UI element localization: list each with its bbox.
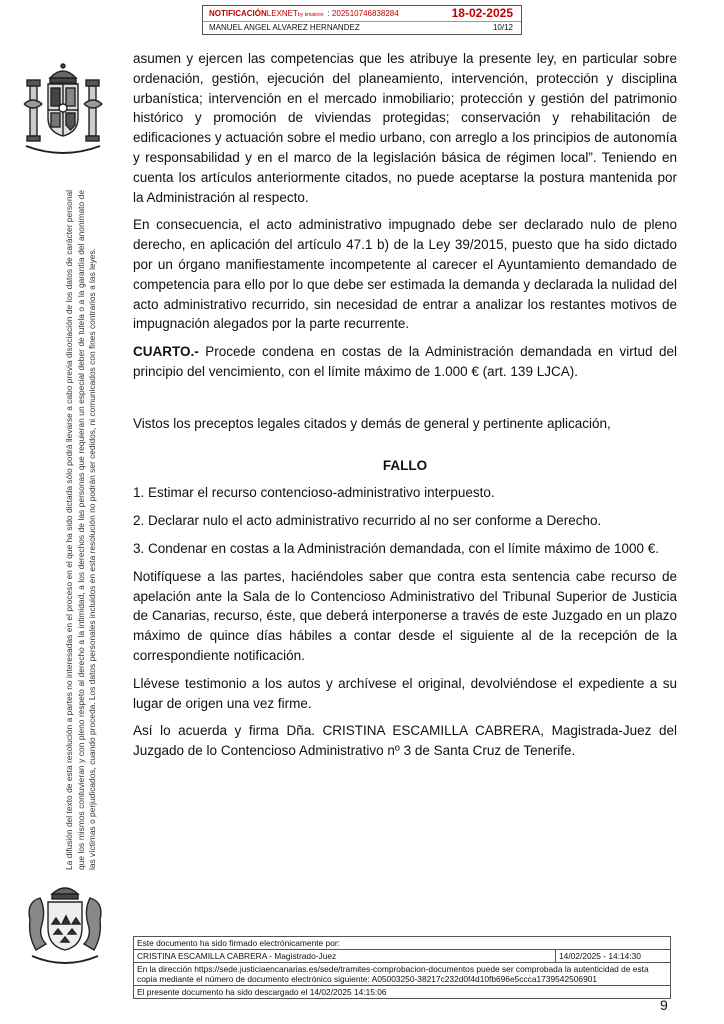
notification-date: 18-02-2025 bbox=[451, 6, 513, 20]
page-count: 10/12 bbox=[492, 23, 513, 32]
notification-header bbox=[202, 5, 522, 35]
paragraph-consecuencia: En consecuencia, el acto administrativo impugnado debe ser declarado nulo de pleno derecho, en aplicación del artículo 47.1 b) de la Ley 39/2015, puesto que ha sido dictado por un órgano manifiestamente incompetente al carecer el Ayuntamiento demandado de competencia para ello por lo que debe ser estimada la demanda y declarada la nulidad del acto administrativo recurrido, sin necesidad de entrar a analizar los restantes motivos de impugnación alegados por la parte recurrente. bbox=[133, 217, 677, 332]
fallo-item-2: 2. Declarar nulo el acto administrativo recurrido al no ser conforme a Derecho. bbox=[133, 513, 602, 529]
paragraph-vistos: Vistos los preceptos legales citados y demás de general y pertinente aplicación, bbox=[133, 415, 611, 431]
document-body bbox=[133, 49, 677, 769]
cuarto-label: CUARTO.- bbox=[133, 344, 199, 360]
signed-label: Este documento ha sido firmado electrónicamente por: bbox=[134, 937, 670, 950]
fallo-heading: FALLO bbox=[382, 457, 428, 473]
lexnet-label: LEXNETby kmaleon bbox=[266, 9, 324, 18]
notification-line bbox=[209, 9, 399, 18]
paragraph-notifiquese: Notifíquese a las partes, haciéndoles saber que contra esta sentencia cabe recurso de apelación ante la Sala de lo Contencioso Administrativo del Tribunal Superior de Justicia de Canarias, recurso, éste, que deberá interponerse a través de este Juzgado en un plazo máximo de quince días hábiles a contar desde el siguiente al de la recepción de la correspondiente notificación. bbox=[133, 568, 677, 663]
notification-ref: : 202510746838284 bbox=[327, 9, 399, 18]
verification-text: En la dirección https://sede.justiciaencanarias.es/sede/tramites-comprobacion-documentos puede ser comprobada la autenticidad de esta copia mediante el número de documento electrónico siguiente: A05003250-38217c232d0f4d10fb696e5ccca1739542506901 bbox=[134, 963, 670, 986]
signature-date: 14/02/2025 - 14:14:30 bbox=[559, 951, 641, 961]
fallo-item-3: 3. Condenar en costas a la Administración demandada, con el límite máximo de 1000 €. bbox=[133, 540, 660, 556]
spain-coat-of-arms-icon bbox=[20, 60, 106, 160]
signer-name: CRISTINA ESCAMILLA CABRERA - Magistrado-Juez bbox=[134, 950, 556, 962]
recipient-name: MANUEL ANGEL ALVAREZ HERNANDEZ bbox=[209, 23, 360, 32]
paragraph-cuarto bbox=[133, 342, 677, 382]
header-divider bbox=[203, 21, 521, 22]
paragraph-asi: Así lo acuerda y firma Dña. CRISTINA ESCAMILLA CABRERA, Magistrada-Juez del Juzgado de lo Contencioso Administrativo nº 3 de Santa Cruz de Tenerife. bbox=[133, 723, 677, 759]
canarias-seal-icon bbox=[22, 880, 108, 970]
cuarto-text: Procede condena en costas de la Administración demandada en virtud del principio del vencimiento, con el límite máximo de 1.000 € (art. 139 LJCA). bbox=[133, 344, 677, 379]
fallo-item-1: 1. Estimar el recurso contencioso-administrativo interpuesto. bbox=[133, 485, 495, 501]
notification-label: NOTIFICACIÓN bbox=[209, 9, 267, 18]
signer-row bbox=[134, 950, 670, 963]
recipient-line bbox=[209, 23, 513, 32]
paragraph-llevese: Llévese testimonio a los autos y archívese el original, devolviéndose el expediente a su lugar de origen una vez firme. bbox=[133, 675, 677, 711]
download-text: El presente documento ha sido descargado el 14/02/2025 14:15:06 bbox=[137, 987, 387, 997]
privacy-side-note: La difusión del texto de esta resolución a partes no interesadas en el proceso en el que ha sido dictada sólo podrá llevarse a cabo previa disociación de los datos de carácter personal que los mismos contuvieran y con pleno respeto al derecho a la intimidad, a los derechos de las personas que requieran un especial deber de tutela o a la garantía del anonimato de las víctimas o perjudicados, cuando proceda. Los datos personales incluidos en esta resolución no podrán ser cedidos, ni comunicados con fines contrarios a las leyes. bbox=[64, 190, 97, 870]
signature-box bbox=[133, 936, 671, 999]
page-number: 9 bbox=[660, 997, 668, 1013]
paragraph-competencias: asumen y ejercen las competencias que les atribuye la presente ley, en particular sobre ordenación, gestión, ejecución del planeamiento, intervención, protección y disciplina urbanística; intervención en el mercado inmobiliario; protección y gestión del patrimonio histórico y promoción de viviendas protegidas; conservación y rehabilitación de edificaciones y actuación sobre el medio urbano, con arreglo a los principios de autonomía y responsabilidad y en el marco de la legislación básica de régimen local”. Teniendo en cuenta los artículos anteriormente citados, no puede aceptarse la postura mantenida por la Administración al respecto. bbox=[133, 51, 677, 205]
spacer bbox=[133, 390, 677, 414]
